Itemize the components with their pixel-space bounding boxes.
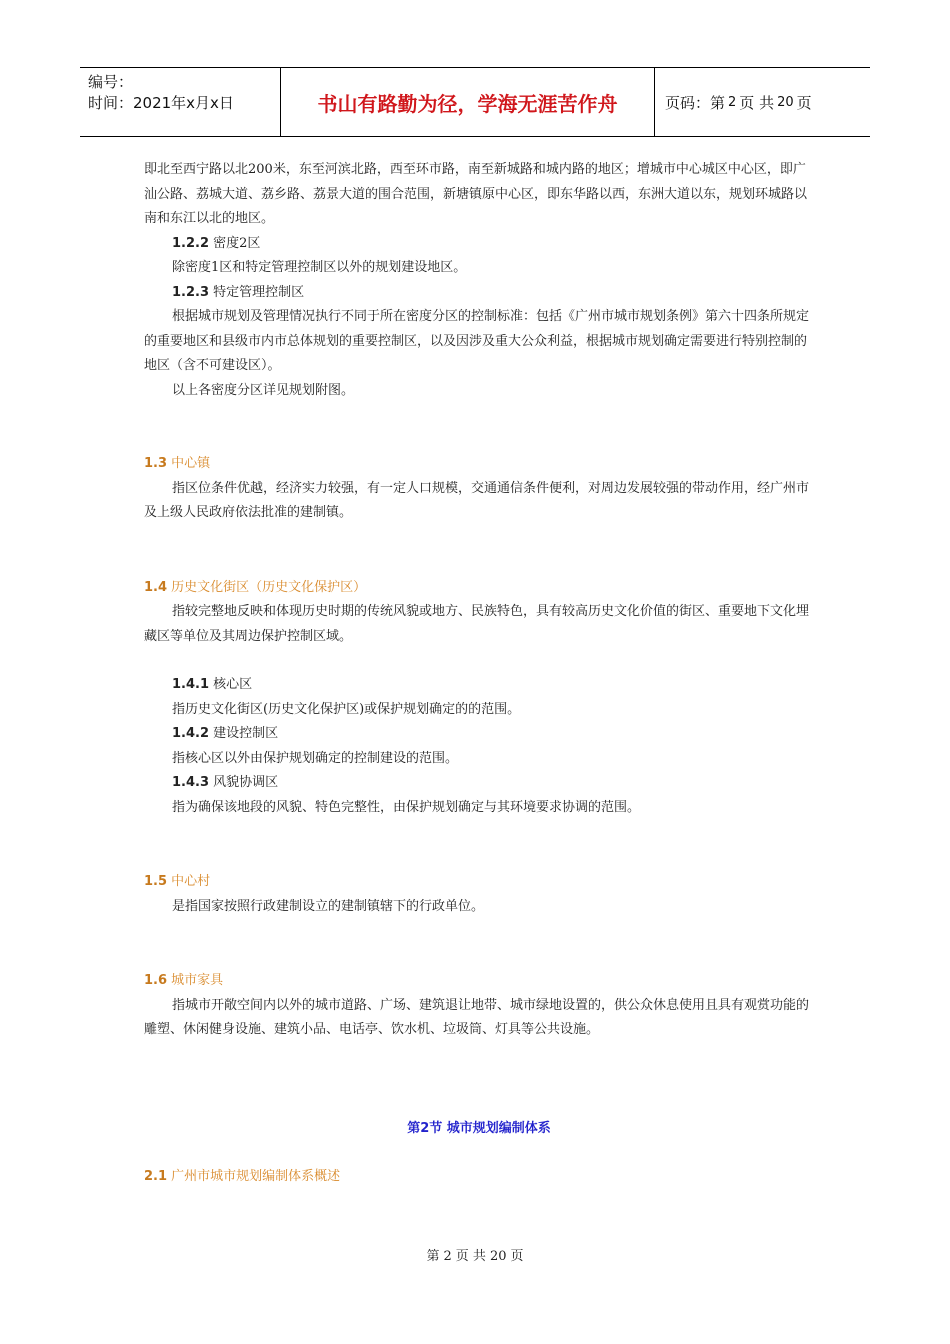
header-meta	[80, 68, 280, 136]
footer-page-total: 20	[489, 1249, 507, 1264]
paragraph: 指较完整地反映和体现历史时期的传统风貌或地方、民族特色，具有较高历史文化价值的街区、重要地下文化埋藏区等单位及其周边保护控制区域。	[144, 604, 810, 644]
page-header	[80, 67, 870, 137]
heading-1-4-1: 1.4.1 核心区	[172, 677, 253, 692]
paragraph: 指城市开敞空间内以外的城市道路、广场、建筑退让地带、城市绿地设置的，供公众休息使用且具有观赏功能的雕塑、休闲健身设施、建筑小品、电话亭、饮水机、垃圾筒、灯具等公共设施。	[144, 997, 810, 1037]
heading-1-3: 1.3 中心镇	[144, 456, 211, 471]
doc-time-label: 时间：2021年x月x日	[88, 94, 234, 112]
header-page-number: 2	[728, 94, 737, 110]
heading-1-2-3: 1.2.3 特定管理控制区	[172, 284, 305, 300]
heading-1-4-3: 1.4.3 风貌协调区	[172, 775, 279, 790]
header-page-total: 20	[777, 94, 794, 110]
section-2-title: 第2节 城市规划编制体系	[407, 1120, 551, 1136]
header-page-info: 页码：第 2 页 共 20 页	[665, 93, 812, 112]
heading-1-4-2: 1.4.2 建设控制区	[172, 726, 279, 741]
paragraph: 即北至西宁路以北200米，东至河滨北路，西至环市路，南至新城路和城内路的地区；增城市中心城区中心区，即广汕公路、荔城大道、荔乡路、荔景大道的围合范围，新塘镇原中心区，即东华路以西，东洲大道以东，规划环城路以南和东江以北的地区。	[144, 162, 808, 226]
heading-1-6: 1.6 城市家具	[144, 973, 224, 988]
paragraph: 指区位条件优越，经济实力较强，有一定人口规模，交通通信条件便利，对周边发展较强的带动作用，经广州市及上级人民政府依法批准的建制镇。	[144, 480, 810, 520]
paragraph: 指核心区以外由保护规划确定的控制建设的范围。	[172, 750, 459, 766]
footer-page-number: 2	[443, 1249, 452, 1264]
header-motto: 书山有路勤为径，学海无涯苦作舟	[280, 68, 655, 136]
heading-1-4: 1.4 历史文化街区（历史文化保护区）	[144, 579, 367, 595]
heading-1-2-2: 1.2.2 密度2区	[172, 235, 261, 251]
paragraph: 根据城市规划及管理情况执行不同于所在密度分区的控制标准：包括《广州市城市规划条例》第六十四条所规定的重要地区和县级市内市总体规划的重要控制区，以及因涉及重大公众利益，根据城市规划确定需要进行特别控制的地区（含不可建设区）。	[144, 309, 810, 373]
paragraph: 以上各密度分区详见规划附图。	[172, 382, 355, 398]
heading-2-1: 2.1 广州市城市规划编制体系概述	[144, 1169, 341, 1184]
doc-code-label: 编号：	[88, 73, 134, 91]
paragraph: 指历史文化街区(历史文化保护区)或保护规划确定的的范围。	[172, 701, 521, 717]
page-footer: 第 2 页 共 20 页	[426, 1249, 524, 1264]
heading-1-5: 1.5 中心村	[144, 874, 211, 889]
paragraph: 除密度1区和特定管理控制区以外的规划建设地区。	[172, 260, 467, 275]
paragraph: 是指国家按照行政建制设立的建制镇辖下的行政单位。	[172, 898, 485, 914]
paragraph: 指为确保该地段的风貌、特色完整性，由保护规划确定与其环境要求协调的范围。	[172, 799, 641, 815]
document-body	[144, 158, 814, 1190]
